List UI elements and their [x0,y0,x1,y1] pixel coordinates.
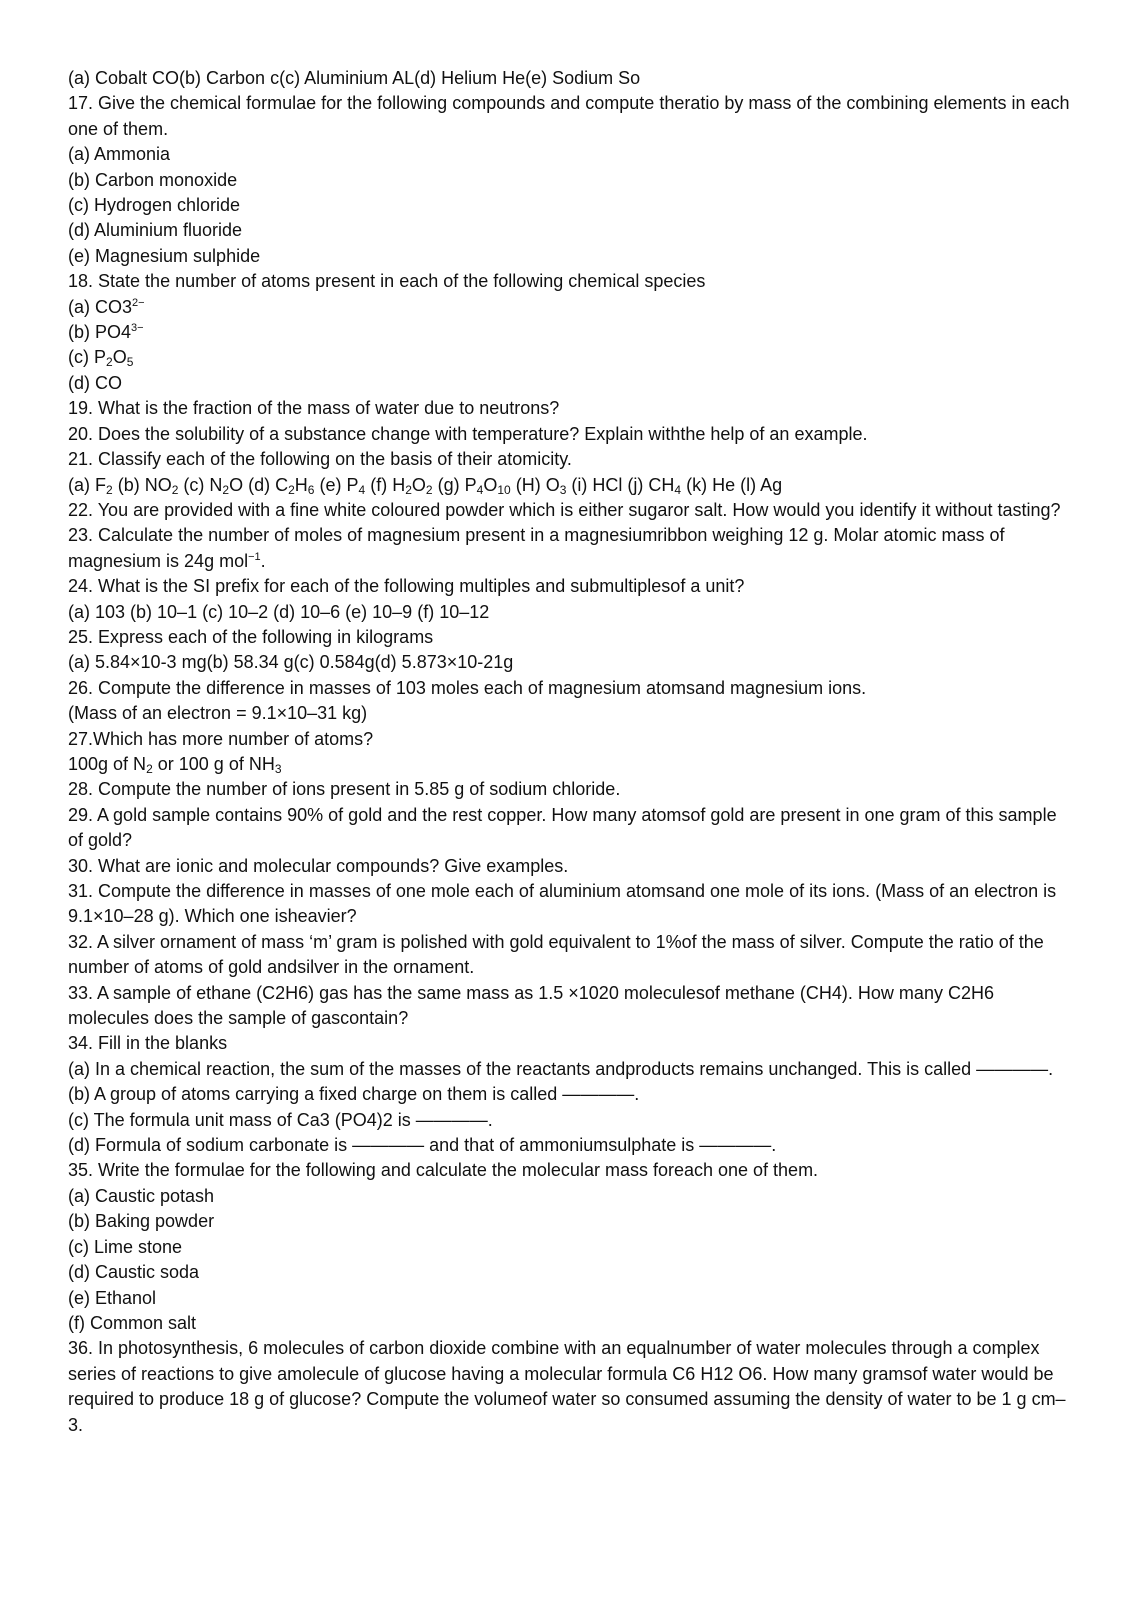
option-line [68,295,1071,320]
subscript: 2 [425,482,433,497]
formula-text: O (d) C [229,474,289,495]
question-26: 26. Compute the difference in masses of 103 moles each of magnesium atomsand magnesium ions. [68,677,867,698]
option-line: (c) The formula unit mass of Ca3 (PO4)2 is ————. [68,1109,493,1130]
subscript: 4 [476,482,484,497]
option-line [68,320,1071,345]
question-32: 32. A silver ornament of mass ‘m’ gram is polished with gold equivalent to 1%of the mass of silver. Compute the ratio of the number of atoms of gold andsilver in the ornament. [68,931,1044,978]
question-18: 18. State the number of atoms present in each of the following chemical species [68,271,706,292]
formula-text: O [411,474,426,495]
option-line: (a) Caustic potash [68,1185,215,1206]
question-35: 35. Write the formulae for the following and calculate the molecular mass foreach one of them. [68,1160,819,1181]
option-line: (b) A group of atoms carrying a fixed charge on them is called ————. [68,1084,640,1105]
option-line: (d) CO [68,372,122,393]
question-27: 27.Which has more number of atoms? [68,728,374,749]
option-line: (c) Hydrogen chloride [68,195,241,216]
formula-text: (e) P [319,474,359,495]
punctuation: . [260,550,266,571]
option-line: (d) Aluminium fluoride [68,220,243,241]
question-36: 36. In photosynthesis, 6 molecules of carbon dioxide combine with an equalnumber of water molecules through a complex series of reactions to give amolecule of glucose having a molecular formula C6 H12 O6. How many gramsof water would be required to produce 18 g of glucose? Compute the volumeof water so consumed assuming the density of water to be 1 g cm–3. [68,1338,1066,1435]
question-20: 20. Does the solubility of a substance change with temperature? Explain withthe help of an example. [68,423,868,444]
option-line [68,345,1071,370]
formula-text: 100g of N [68,753,147,774]
formula-text: (c) N [183,474,223,495]
option-line: (a) In a chemical reaction, the sum of the masses of the reactants andproducts remains unchanged. This is called ————. [68,1058,1054,1079]
option-line: (d) Caustic soda [68,1262,200,1283]
text-line: (a) Cobalt CO(b) Carbon c(c) Aluminium AL(d) Helium He(e) Sodium So [68,68,641,88]
superscript: 3− [131,322,144,335]
question-33: 33. A sample of ethane (C2H6) gas has the same mass as 1.5 ×1020 moleculesof methane (CH4). How many C2H6 molecules does the sample of gascontain? [68,982,994,1029]
question-24: 24. What is the SI prefix for each of the following multiples and submultiplesof a unit? [68,576,745,597]
subscript: 2 [288,482,295,497]
subscript: 3 [274,761,282,776]
option-line [68,752,1071,777]
option-line: (a) 5.84×10-3 mg(b) 58.34 g(c) 0.584g(d) 5.873×10-21g [68,652,514,673]
question-text: 23. Calculate the number of moles of magnesium present in a magnesiumribbon weighing 12 g. Molar atomic mass of magnesium is 24g mol [68,525,1005,571]
option-line: (e) Ethanol [68,1287,157,1308]
subscript: 2 [171,482,179,497]
question-28: 28. Compute the number of ions present in 5.85 g of sodium chloride. [68,779,621,800]
subscript: 6 [307,482,315,497]
option-line: (d) Formula of sodium carbonate is ———— and that of ammoniumsulphate is ————. [68,1135,777,1156]
question-17: 17. Give the chemical formulae for the following compounds and compute theratio by mass of the combining elements in each one of them. [68,93,1070,139]
subscript: 3 [559,482,567,497]
question-19: 19. What is the fraction of the mass of water due to neutrons? [68,398,560,419]
subscript: 2 [222,482,230,497]
formula-text: or 100 g of NH [157,753,275,774]
question-23 [68,523,1071,574]
subscript: 4 [358,482,366,497]
subscript: 2 [106,482,113,497]
formula-text: (b) PO4 [68,322,132,343]
question-25: 25. Express each of the following in kilograms [68,626,434,647]
option-line: (b) Baking powder [68,1211,215,1232]
formula-text: (g) P [437,474,477,495]
option-line: (f) Common salt [68,1312,197,1333]
formula-text: (f) H [370,474,406,495]
question-21: 21. Classify each of the following on the basis of their atomicity. [68,449,572,470]
option-line: (e) Magnesium sulphide [68,245,261,266]
formula-text: (H) O [515,474,560,495]
subscript: 2 [405,482,412,497]
formula-text: O [112,347,127,368]
question-29: 29. A gold sample contains 90% of gold and the rest copper. How many atomsof gold are present in one gram of this sample of gold? [68,804,1057,851]
formula-text: (b) NO [117,474,172,495]
question-30: 30. What are ionic and molecular compounds? Give examples. [68,855,569,876]
subscript: 10 [497,482,511,497]
subscript: 5 [126,355,134,370]
formula-list [68,473,1071,498]
question-34: 34. Fill in the blanks [68,1033,228,1054]
option-line: (a) 103 (b) 10–1 (c) 10–2 (d) 10–6 (e) 10–9 (f) 10–12 [68,601,490,622]
formula-text: O [483,474,498,495]
formula-text: (k) He (l) Ag [686,474,783,495]
subscript: 2 [146,761,153,776]
question-22: 22. You are provided with a fine white coloured powder which is either sugaror salt. How would you identify it without tasting? [68,499,1061,520]
option-line: (a) Ammonia [68,144,171,165]
note-line: (Mass of an electron = 9.1×10–31 kg) [68,703,368,724]
formula-text: (i) HCl (j) CH [571,474,675,495]
formula-text: H [294,474,308,495]
formula-text: (c) P [68,347,106,368]
option-line: (c) Lime stone [68,1236,183,1257]
subscript: 2 [106,355,113,370]
formula-text: (a) F [68,474,106,495]
option-line: (b) Carbon monoxide [68,169,238,190]
superscript: 2− [132,296,145,309]
question-31: 31. Compute the difference in masses of one mole each of aluminium atomsand one mole of its ions. (Mass of an electron is 9.1×10–28 g). Which one isheavier? [68,881,1057,927]
superscript: −1 [248,550,261,563]
subscript: 4 [674,482,682,497]
formula-text: (a) CO3 [68,296,133,317]
